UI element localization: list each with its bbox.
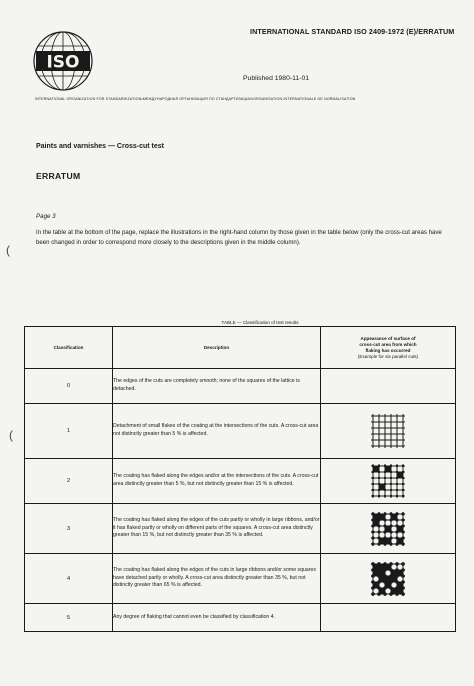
intersection-flake: [389, 574, 393, 578]
intersection-flake: [383, 568, 387, 572]
intersection-flake: [401, 542, 404, 545]
header-appearance-line: cross-cut area from which: [359, 341, 417, 347]
intersection-flake: [395, 524, 398, 527]
intersection-flake: [383, 574, 387, 578]
row-class: 3: [25, 504, 113, 554]
intersection-flake: [395, 512, 398, 515]
intersection-flake: [385, 428, 386, 429]
intersection-flake: [401, 512, 404, 515]
header-appearance: [321, 327, 456, 369]
intersection-flake: [390, 483, 392, 485]
intersection-flake: [383, 512, 386, 515]
table-row: [25, 459, 456, 504]
flaked-square: [398, 526, 403, 531]
intersection-flake: [401, 586, 405, 590]
row-illustration: [321, 504, 456, 554]
intersection-flake: [391, 434, 392, 435]
row-illustration: [321, 369, 456, 404]
intersection-flake: [383, 524, 386, 527]
intersection-flake: [389, 562, 393, 566]
header-classification: Classification: [25, 327, 113, 369]
iso-logo: [32, 30, 94, 92]
flaked-square: [398, 538, 403, 543]
organization-line: INTERNATIONAL ORGANIZATION FOR STANDARDIZATION•МЕЖДУНАРОДНАЯ ОРГАНИЗАЦИЯ ПО СТАНДАРТИЗАЦИИ•ORGANISATION INTERNATIONALE DE NORMALISATION: [35, 97, 356, 101]
table-row: [25, 604, 456, 632]
intersection-flake: [391, 416, 392, 417]
intersection-flake: [397, 428, 398, 429]
intersection-flake: [396, 489, 398, 491]
intersection-flake: [395, 536, 398, 539]
intersection-flake: [378, 471, 380, 473]
intersection-flake: [383, 562, 387, 566]
margin-mark: (: [9, 428, 13, 442]
intersection-flake: [395, 586, 399, 590]
table-row: [25, 504, 456, 554]
intersection-flake: [403, 422, 404, 423]
intersection-flake: [401, 562, 405, 566]
intersection-flake: [401, 518, 404, 521]
intersection-flake: [401, 580, 405, 584]
intersection-flake: [378, 465, 380, 467]
row-description: The edges of the cuts are completely smooth; none of the squares of the lattice is detached.: [113, 369, 321, 404]
crosscut-grid-class-4: [368, 559, 408, 599]
intersection-flake: [395, 580, 399, 584]
intersection-flake: [379, 422, 380, 423]
table-caption: TABLE — Classification of test results: [221, 320, 299, 325]
intersection-flake: [401, 574, 405, 578]
published-date: Published 1980-11-01: [243, 75, 310, 82]
row-class: 5: [25, 604, 113, 632]
intersection-flake: [389, 512, 392, 515]
flaked-square: [374, 467, 379, 472]
intersection-flake: [396, 471, 398, 473]
intersection-flake: [397, 440, 398, 441]
flaked-square: [386, 467, 391, 472]
classification-table: [24, 326, 456, 632]
intersection-flake: [397, 422, 398, 423]
intersection-flake: [371, 512, 374, 515]
row-class: 2: [25, 459, 113, 504]
intersection-flake: [377, 512, 380, 515]
intersection-flake: [403, 434, 404, 435]
table-header-row: [25, 327, 456, 369]
flaked-square: [380, 538, 385, 543]
intersection-flake: [402, 465, 404, 467]
standard-title: INTERNATIONAL STANDARD ISO 2409-1972 (E)/ERRATUM: [250, 27, 455, 36]
intersection-flake: [385, 416, 386, 417]
header-appearance-line: (Example for six parallel cuts): [357, 353, 419, 359]
intersection-flake: [390, 471, 392, 473]
flaked-square: [374, 520, 379, 525]
margin-mark: (: [6, 243, 10, 257]
intro-paragraph: In the table at the bottom of the page, replace the illustrations in the right-hand column by those given in the table below (only the cross-cut areas have been changed in order to correspond more closely to the descriptions given in the middle column).: [36, 229, 442, 246]
flaked-square: [392, 514, 397, 519]
intersection-flake: [401, 524, 404, 527]
page-reference: Page 3: [36, 213, 56, 220]
crosscut-grid-class-1: [368, 411, 408, 451]
intersection-flake: [390, 465, 392, 467]
intersection-flake: [372, 465, 374, 467]
intersection-flake: [373, 416, 374, 417]
intersection-flake: [403, 440, 404, 441]
intersection-flake: [402, 489, 404, 491]
flaked-square: [386, 538, 391, 543]
intersection-flake: [395, 568, 399, 572]
flaked-square: [374, 514, 379, 519]
intersection-flake: [401, 536, 404, 539]
row-description: The coating has flaked along the edges of the cuts partly or wholly in large ribbons, and/or it has flaked partly or wholly on different parts of the squares. A cross-cut area distinctly greater than 15 %, but not distinctly greater than 35 % is affected.: [113, 504, 321, 554]
intersection-flake: [385, 422, 386, 423]
intersection-flake: [384, 465, 386, 467]
intersection-flake: [403, 446, 404, 447]
intersection-flake: [397, 434, 398, 435]
intersection-flake: [383, 518, 386, 521]
row-description: Detachment of small flakes of the coating at the intersections of the cuts. A cross-cut area not distinctly greater than 5 % is affected.: [113, 404, 321, 459]
row-description: The coating has flaked along the edges and/or at the intersections of the cuts. A cross-cut area distinctly greater than 5 %, but not distinctly greater than 15 % is affected.: [113, 459, 321, 504]
intersection-flake: [401, 530, 404, 533]
intersection-flake: [395, 518, 398, 521]
flaked-square: [380, 485, 385, 490]
table-row: [25, 404, 456, 459]
intersection-flake: [384, 471, 386, 473]
intersection-flake: [402, 495, 404, 497]
row-illustration: [321, 604, 456, 632]
intersection-flake: [395, 530, 398, 533]
intersection-flake: [377, 518, 380, 521]
erratum-heading: ERRATUM: [36, 171, 81, 181]
svg-text:ISO: ISO: [46, 52, 80, 73]
header-appearance-line: Appearance of surface of: [360, 335, 416, 341]
document-title: Paints and varnishes — Cross-cut test: [36, 143, 164, 150]
intersection-flake: [389, 530, 392, 533]
intersection-flake: [401, 592, 405, 596]
row-illustration: [321, 459, 456, 504]
intersection-flake: [401, 568, 405, 572]
row-illustration: [321, 404, 456, 459]
intersection-flake: [389, 580, 393, 584]
intersection-flake: [402, 471, 404, 473]
intersection-flake: [389, 524, 392, 527]
row-illustration: [321, 554, 456, 604]
flaked-square: [386, 526, 391, 531]
intersection-flake: [396, 483, 398, 485]
intersection-flake: [395, 562, 399, 566]
intersection-flake: [384, 477, 386, 479]
crosscut-grid-class-3: [368, 509, 408, 549]
intersection-flake: [396, 465, 398, 467]
row-class: 4: [25, 554, 113, 604]
intersection-flake: [402, 483, 404, 485]
flaked-square: [380, 514, 385, 519]
intersection-flake: [377, 562, 381, 566]
row-class: 1: [25, 404, 113, 459]
header-description: Description: [113, 327, 321, 369]
row-class: 0: [25, 369, 113, 404]
intersection-flake: [379, 416, 380, 417]
intersection-flake: [391, 422, 392, 423]
crosscut-grid-class-2: [368, 461, 408, 501]
intersection-flake: [403, 416, 404, 417]
intersection-flake: [395, 574, 399, 578]
intersection-flake: [390, 477, 392, 479]
row-description: The coating has flaked along the edges of the cuts in large ribbons and/or some squares have detached partly or wholly. A cross-cut area distinctly greater than 35 %, but not distinctly greater than 65 % is affected.: [113, 554, 321, 604]
intersection-flake: [371, 562, 375, 566]
intersection-flake: [391, 428, 392, 429]
intersection-flake: [403, 428, 404, 429]
table-row: [25, 369, 456, 404]
flaked-square: [398, 473, 403, 478]
row-description: Any degree of flaking that cannot even be classified by classification 4.: [113, 604, 321, 632]
intersection-flake: [389, 518, 392, 521]
intersection-flake: [402, 477, 404, 479]
header-appearance-line: flaking has occurred: [365, 347, 411, 353]
table-row: [25, 554, 456, 604]
intersection-flake: [377, 568, 381, 572]
intersection-flake: [389, 568, 393, 572]
intersection-flake: [396, 477, 398, 479]
intersection-flake: [397, 416, 398, 417]
